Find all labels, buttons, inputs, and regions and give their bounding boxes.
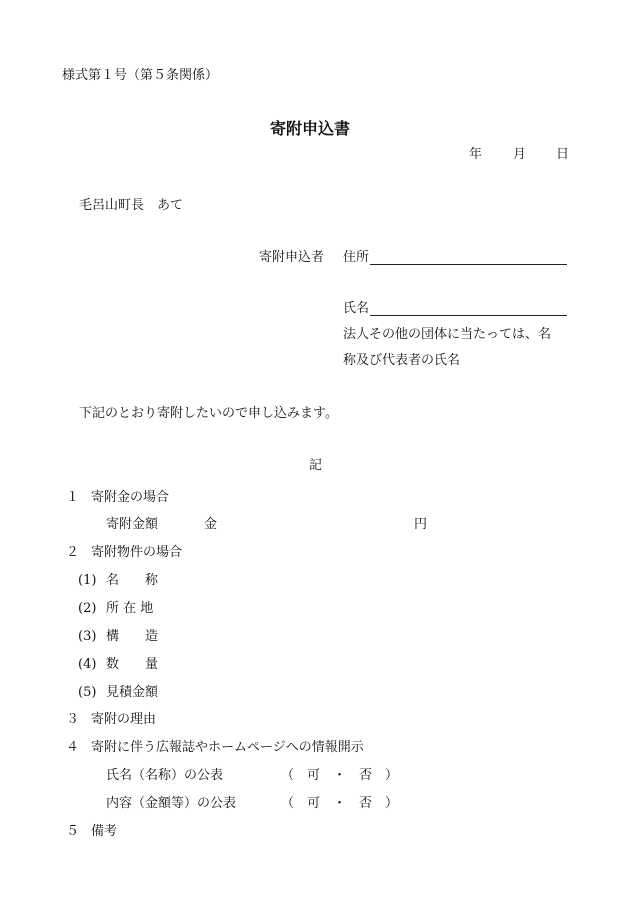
intro-text: 下記のとおり寄附したいので申し込みます。 [79, 406, 338, 421]
applicant-note-line2: 称及び代表者の氏名 [343, 353, 461, 368]
section5-number: ５ [66, 824, 80, 839]
disclosure-row-choice: （ 可 ・ 否 ） [281, 768, 399, 783]
item-label: 所 在 地 [106, 601, 154, 616]
disclosure-row-label: 内容（金額等）の公表 [106, 796, 237, 811]
date-day-label: 日 [556, 147, 570, 162]
section5-label: 備考 [91, 824, 118, 839]
name-underline [370, 315, 567, 316]
item-number: (2) [78, 601, 97, 616]
section2-number: ２ [66, 545, 80, 560]
disclosure-row-choice: （ 可 ・ 否 ） [281, 796, 399, 811]
section1-label: 寄附金の場合 [91, 490, 170, 505]
address-underline [370, 264, 567, 265]
item-number: (3) [78, 629, 97, 644]
item-label: 見積金額 [106, 685, 159, 700]
address-label: 住所 [343, 250, 370, 265]
name-label: 氏名 [343, 301, 370, 316]
form-number: 様式第１号（第５条関係） [62, 68, 219, 83]
ki-heading: 記 [309, 458, 323, 473]
section4-number: ４ [66, 740, 80, 755]
kin-label: 金 [204, 517, 218, 532]
yen-label: 円 [414, 517, 428, 532]
item-number: (5) [78, 685, 97, 700]
disclosure-row-label: 氏名（名称）の公表 [106, 768, 224, 783]
section1-number: １ [66, 490, 80, 505]
applicant-note-line1: 法人その他の団体に当たっては、名 [343, 327, 552, 342]
item-label: 構 造 [106, 629, 159, 644]
addressee: 毛呂山町長 あて [79, 198, 184, 213]
item-number: (1) [78, 573, 97, 588]
section3-label: 寄附の理由 [91, 712, 157, 727]
item-number: (4) [78, 657, 97, 672]
date-month-label: 月 [513, 147, 527, 162]
section2-label: 寄附物件の場合 [91, 545, 183, 560]
section4-label: 寄附に伴う広報誌やホームページへの情報開示 [91, 740, 364, 755]
item-label: 数 量 [106, 657, 159, 672]
section3-number: ３ [66, 712, 80, 727]
applicant-label: 寄附申込者 [259, 250, 325, 265]
document-title: 寄附申込書 [270, 119, 351, 138]
date-year-label: 年 [469, 147, 483, 162]
donation-amount-label: 寄附金額 [106, 517, 159, 532]
item-label: 名 称 [106, 573, 159, 588]
